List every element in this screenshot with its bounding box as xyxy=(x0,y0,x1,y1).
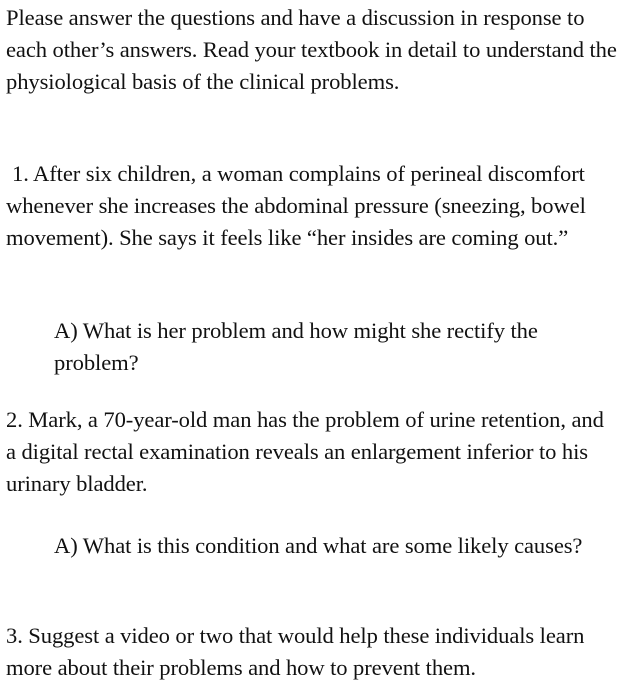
question-3: 3. Suggest a video or two that would help these individuals learn more about their problems and how to prevent them. xyxy=(6,623,585,680)
intro-paragraph: Please answer the questions and have a discussion in response to each other’s answers. Read your textbook in detail to understand the physiological basis of the clinical problems. xyxy=(6,5,617,94)
question-2: 2. Mark, a 70-year-old man has the problem of urine retention, and a digital rectal examination reveals an enlargement inferior to his urinary bladder. xyxy=(6,407,604,496)
question-1-subquestion-a: A) What is her problem and how might she rectify the problem? xyxy=(54,318,538,375)
question-1-text: 1. After six children, a woman complains of perineal discomfort whenever she increases the abdominal pressure (sneezing, bowel movement). She says it feels like “her insides are coming out.” xyxy=(6,161,586,250)
question-2-subquestion-a: A) What is this condition and what are some likely causes? xyxy=(54,533,583,558)
question-1 xyxy=(6,158,622,254)
